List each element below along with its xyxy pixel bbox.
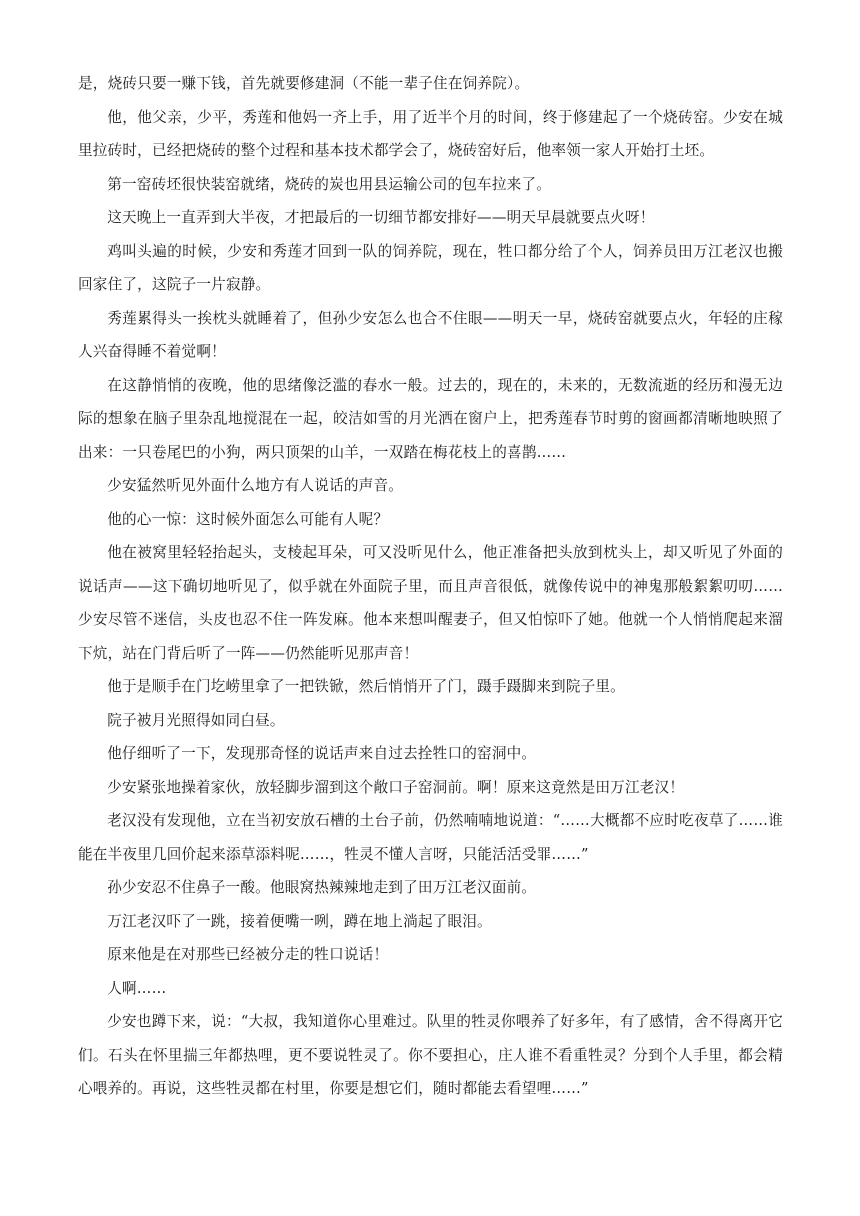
paragraph: 第一窑砖坯很快装窑就绪，烧砖的炭也用县运输公司的包车拉来了。 [107,175,552,193]
paragraph: 少安紧张地操着家伙，放轻脚步溜到这个敞口子窑洞前。啊！原来这竟然是田万江老汉！ [107,778,685,796]
paragraph: 他于是顺手在门圪崂里拿了一把铁锨，然后悄悄开了门，蹑手蹑脚来到院子里。 [107,678,625,695]
paragraph: 老汉没有发现他，立在当初安放石槽的土台子前，仍然喃喃地说道：“……大概都不应时吃夜草了……谁能在半夜里几回价起来添草添料呢……，牲灵不懂人言呀，只能活活受罪……” [78,812,783,863]
paragraph: 他，他父亲，少平，秀莲和他妈一齐上手，用了近半个月的时间，终于修建起了一个烧砖窑。少安在城里拉砖时，已经把烧砖的整个过程和基本技术都学会了，烧砖窑好后，他率领一家人开始打土坯。 [78,108,783,159]
paragraph: 鸡叫头遍的时候，少安和秀莲才回到一队的饲养院，现在，牲口都分给了个人，饲养员田万江老汉也搬回家住了，这院子一片寂静。 [78,242,783,293]
paragraph: 在这静悄悄的夜晚，他的思绪像泛滥的春水一般。过去的，现在的，未来的，无数流逝的经历和漫无边际的想象在脑子里杂乱地搅混在一起，皎洁如雪的月光洒在窗户上，把秀莲春节时剪的窗画都清晰地映照了出来：一只卷尾巴的小狗，两只顶架的山羊，一双踏在梅花枝上的喜鹊…… [78,376,783,461]
paragraph: 原来他是在对那些已经被分走的牲口说话！ [107,946,389,963]
paragraph: 他仔细听了一下，发现那奇怪的说话声来自过去拴牲口的窑洞中。 [107,745,537,762]
paragraph: 他在被窝里轻轻抬起头，支棱起耳朵，可又没听见什么，他正准备把头放到枕头上，却又听见了外面的说话声——这下确切地听见了，似乎就在外面院子里，而且声音很低，就像传说中的神鬼那般絮絮叨叨……少安尽管不迷信，头皮也忍不住一阵发麻。他本来想叫醒妻子，但又怕惊吓了她。他就一个人悄悄爬起来溜下炕，站在门背后听了一阵——仍然能听见那声音！ [78,544,783,662]
article-body [78,67,783,1106]
paragraph: 少安也蹲下来，说：“大叔，我知道你心里难过。队里的牲灵你喂养了好多年，有了感情，舍不得离开它们。石头在怀里揣三年都热哩，更不要说牲灵了。你不要担心，庄人谁不看重牲灵？分到个人手里，都会精心喂养的。再说，这些牲灵都在村里，你要是想它们，随时都能去看望哩……” [78,1013,783,1097]
paragraph: 人啊…… [107,979,167,997]
paragraph-continuation: 是，烧砖只要一赚下钱，首先就要修建洞（不能一辈子住在饲养院）。 [78,75,530,92]
paragraph: 院子被月光照得如同白昼。 [107,711,285,729]
paragraph: 他的心一惊：这时候外面怎么可能有人呢？ [107,510,389,528]
paragraph: 这天晚上一直弄到大半夜，才把最后的一切细节都安排好——明天早晨就要点火呀！ [107,209,655,226]
paragraph: 万江老汉吓了一跳，接着便嘴一咧，蹲在地上淌起了眼泪。 [107,912,492,930]
paragraph: 孙少安忍不住鼻子一酸。他眼窝热辣辣地走到了田万江老汉面前。 [107,879,537,896]
paragraph: 少安猛然听见外面什么地方有人说话的声音。 [107,477,404,494]
paragraph: 秀莲累得头一挨枕头就睡着了，但孙少安怎么也合不住眼——明天一早，烧砖窑就要点火，年轻的庄稼人兴奋得睡不着觉啊！ [78,309,783,360]
